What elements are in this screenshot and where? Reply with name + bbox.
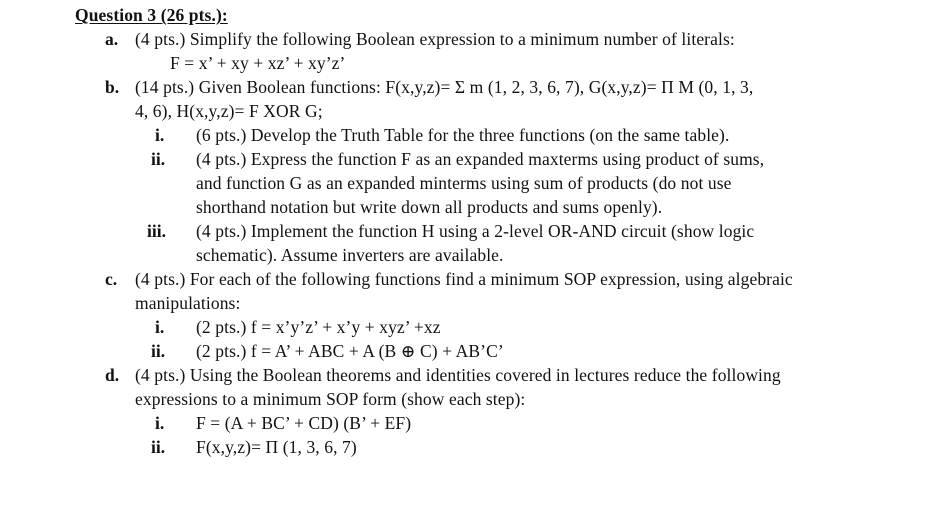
part-b-ii-text-1: (4 pts.) Express the function F as an expanded maxterms using product of sums,: [196, 149, 765, 169]
part-c-i-label: i.: [155, 317, 165, 337]
part-c-ii-label: ii.: [151, 341, 166, 361]
part-c-label: c.: [105, 269, 118, 289]
part-b-ii-text-2: and function G as an expanded minterms using sum of products (do not use: [196, 173, 732, 193]
part-d-ii-label: ii.: [151, 437, 166, 457]
part-d-ii-text: F(x,y,z)= Π (1, 3, 6, 7): [196, 437, 357, 457]
part-c-i-text: (2 pts.) f = x’y’z’ + x’y + xyz’ +xz: [196, 317, 441, 337]
part-d-line-2: expressions to a minimum SOP form (show each step):: [135, 389, 526, 409]
part-b-label: b.: [105, 77, 120, 97]
part-a-label: a.: [105, 29, 119, 49]
part-b-iii-label: iii.: [147, 221, 166, 241]
part-a-expression: F = x’ + xy + xz’ + xy’z’: [170, 53, 346, 73]
part-b-iii-text-1: (4 pts.) Implement the function H using a 2-level OR-AND circuit (show logic: [196, 221, 755, 241]
part-d-i-text: F = (A + BC’ + CD) (B’ + EF): [196, 413, 412, 433]
part-b-i-label: i.: [155, 125, 165, 145]
part-d-i-label: i.: [155, 413, 165, 433]
part-d-line-1: (4 pts.) Using the Boolean theorems and identities covered in lectures reduce the following: [135, 365, 781, 385]
question-heading: Question 3 (26 pts.):: [75, 5, 228, 25]
part-c-line-2: manipulations:: [135, 293, 241, 313]
part-d-label: d.: [105, 365, 120, 385]
part-c-line-1: (4 pts.) For each of the following functions find a minimum SOP expression, using algebraic: [135, 269, 793, 289]
part-b-ii-text-3: shorthand notation but write down all products and sums openly).: [196, 197, 663, 217]
part-a-text: (4 pts.) Simplify the following Boolean expression to a minimum number of literals:: [135, 29, 735, 49]
part-c-ii-text: (2 pts.) f = A’ + ABC + A (B ⊕ C) + AB’C’: [196, 341, 504, 361]
part-b-line-2: 4, 6), H(x,y,z)= F XOR G;: [135, 101, 323, 121]
part-b-i-text: (6 pts.) Develop the Truth Table for the three functions (on the same table).: [196, 125, 730, 145]
part-b-ii-label: ii.: [151, 149, 166, 169]
part-b-iii-text-2: schematic). Assume inverters are available.: [196, 245, 504, 265]
part-b-line-1: (14 pts.) Given Boolean functions: F(x,y,z)= Σ m (1, 2, 3, 6, 7), G(x,y,z)= Π M (0, 1, 3,: [135, 77, 754, 97]
